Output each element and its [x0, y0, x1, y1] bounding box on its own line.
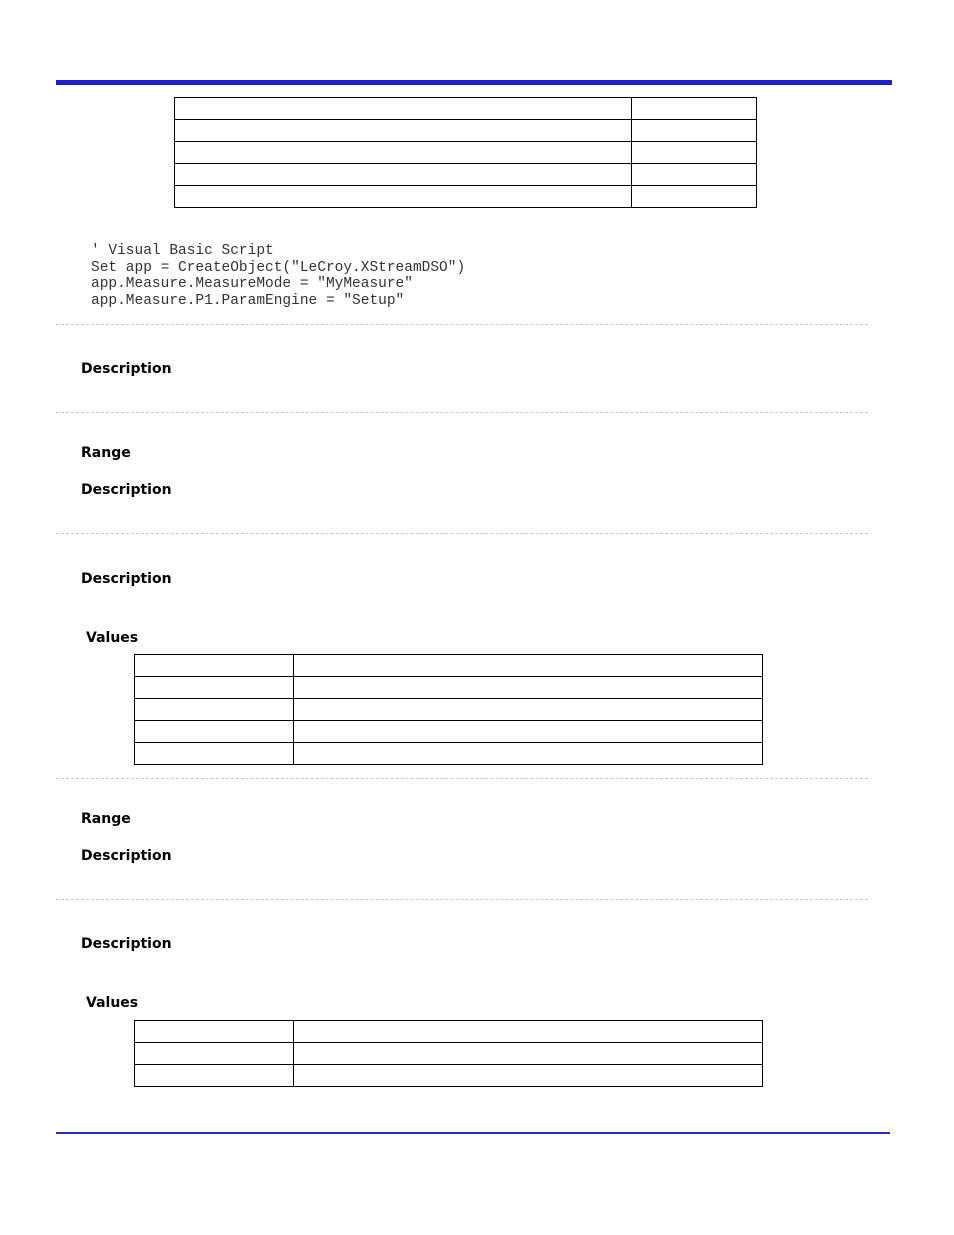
table-row [135, 721, 763, 743]
section-separator [56, 778, 868, 779]
description-heading: Description [81, 482, 172, 498]
section-separator [56, 324, 868, 325]
values-table [134, 1020, 763, 1087]
header-rule [56, 80, 892, 85]
range-heading: Range [81, 811, 131, 827]
description-heading: Description [81, 361, 172, 377]
table-row [135, 699, 763, 721]
values-heading: Values [86, 995, 139, 1011]
section-separator [56, 533, 868, 534]
table-row [175, 164, 757, 186]
table-row [135, 655, 763, 677]
values-table [134, 654, 763, 765]
description-heading: Description [81, 936, 172, 952]
description-heading: Description [81, 571, 172, 587]
code-line: app.Measure.P1.ParamEngine = "Setup" [91, 292, 405, 309]
table-row [175, 142, 757, 164]
summary-table [174, 97, 757, 208]
table-row [135, 1021, 763, 1043]
table-row [135, 677, 763, 699]
table-row [135, 1065, 763, 1087]
values-heading: Values [86, 630, 139, 646]
footer-rule [56, 1132, 890, 1134]
code-line: ' Visual Basic Script [91, 243, 274, 259]
code-example [91, 243, 465, 309]
table-row [135, 743, 763, 765]
code-line: Set app = CreateObject("LeCroy.XStreamDSO") [91, 259, 466, 276]
code-line: app.Measure.MeasureMode = "MyMeasure" [91, 276, 413, 292]
table-row [135, 1043, 763, 1065]
section-separator [56, 899, 868, 900]
range-heading: Range [81, 445, 131, 461]
section-separator [56, 412, 868, 413]
table-row [175, 120, 757, 142]
description-heading: Description [81, 848, 172, 864]
table-row [175, 186, 757, 208]
table-row [175, 98, 757, 120]
